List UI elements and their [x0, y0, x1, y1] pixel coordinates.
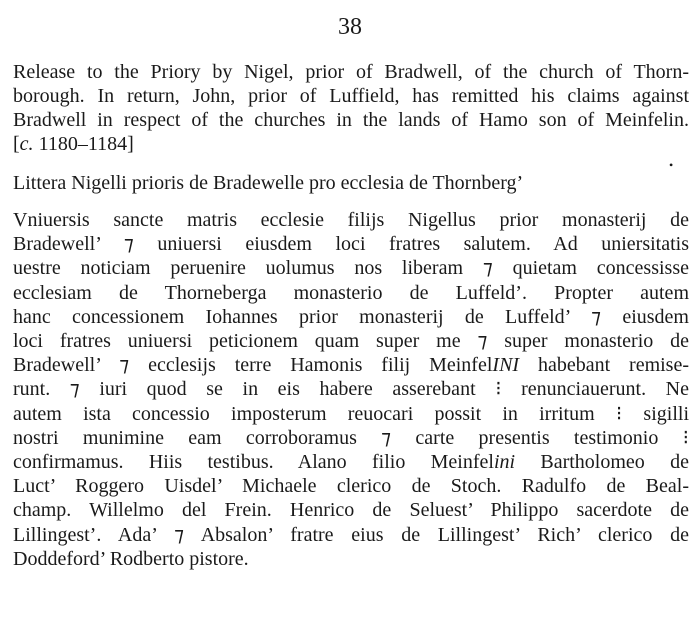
summary-line-1: Release to the Priory by Nigel, prior of Bradwell, of the church of Thorn-	[13, 61, 689, 83]
charter-line-11-end: Bartholomeo de	[515, 451, 689, 474]
page-number: 38	[338, 14, 362, 40]
charter-line-6: loci fratres uniuersi peticionem quam super me ⁊ super monasterio de	[13, 330, 689, 353]
summary-paragraph	[13, 60, 689, 156]
charter-line-8: runt. ⁊ iuri quod se in eis habere asserebant ⁝ renunciauerunt. Ne	[13, 378, 689, 401]
charter-line-9: autem ista concessio imposterum reuocari possit in irritum ⁝ sigilli	[13, 402, 689, 425]
charter-line-7-italic: INI	[492, 354, 520, 377]
charter-line-2: Bradewell’ ⁊ uniuersi eiusdem loci fratres salutem. Ad uniersitatis	[13, 233, 689, 256]
charter-line-1: Vniuersis sancte matris ecclesie filijs Nigellus prior monasterij de	[13, 209, 689, 231]
charter-line-11	[13, 450, 689, 474]
charter-line-7	[13, 353, 689, 377]
summary-line-3: Bradwell in respect of the churches in the lands of Hamo son of Meinfelin.	[13, 109, 689, 131]
charter-line-14: Lillingest’. Ada’ ⁊ Absalon’ fratre eius de Lillingest’ Rich’ clerico de	[13, 523, 689, 546]
charter-line-15: Doddeford’ Rodberto pistore.	[13, 547, 249, 570]
charter-line-7-end: habebant remise-	[519, 354, 689, 377]
charter-line-5: hanc concessionem Iohannes prior monasterij de Luffeld’ ⁊ eiusdem	[13, 305, 689, 328]
date-circa: c.	[19, 133, 34, 155]
date-open-bracket: [	[13, 133, 20, 155]
charter-text	[13, 208, 689, 571]
charter-line-13: champ. Willelmo del Frein. Henrico de Seluest’ Philippo sacerdote de	[13, 499, 689, 522]
charter-line-4: ecclesiam de Thorneberga monasterio de Luffeld’. Propter autem	[13, 281, 689, 304]
charter-line-7-start: Bradewell’ ⁊ ecclesijs terre Hamonis filij Meinfel	[13, 354, 493, 377]
date-line	[13, 132, 689, 156]
date-range: 1180–1184]	[33, 133, 134, 155]
charter-heading: Littera Nigelli prioris de Bradewelle pro ecclesia de Thornberg’	[13, 172, 524, 194]
charter-line-11-start: confirmamus. Hiis testibus. Alano filio Meinfel	[13, 451, 494, 474]
summary-line-2: borough. In return, John, prior of Luffield, has remitted his claims against	[13, 85, 690, 107]
charter-line-12: Luct’ Roggero Uisdel’ Michaele clerico de Stoch. Radulfo de Beal-	[13, 475, 689, 498]
stray-mark: •	[669, 158, 674, 172]
charter-line-3: uestre noticiam peruenire uolumus nos liberam ⁊ quietam concessisse	[13, 257, 689, 280]
charter-line-11-italic: ini	[493, 451, 516, 474]
charter-line-10: nostri munimine eam corroboramus ⁊ carte presentis testimonio ⁝	[13, 426, 689, 449]
